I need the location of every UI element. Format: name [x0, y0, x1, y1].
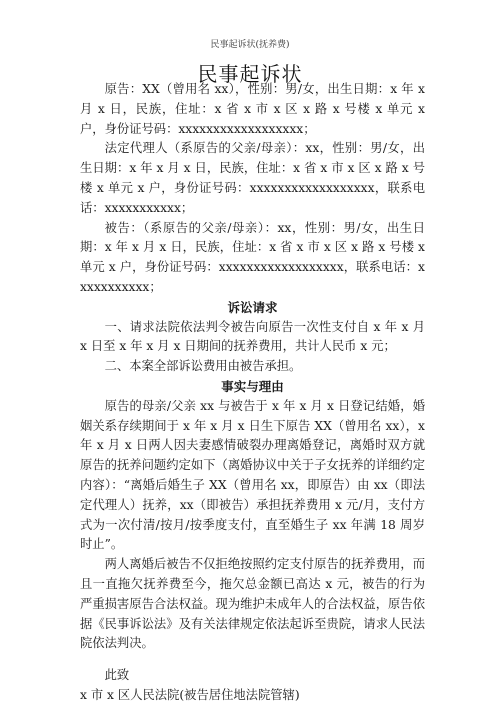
- facts-heading: 事实与理由: [221, 378, 284, 394]
- claims-heading: 诉讼请求: [227, 299, 278, 315]
- legal-agent-paragraph: 法定代理人（系原告的父亲/母亲）：xx，性别：男/女，出生日期：x 年 x 月 x 日，民族，住址：x 省 x 市 x 区 x 路 x 号楼 x 单元 x 户，身份证号码：xxxxxxxxxxxxxxxxxx，联系电话：xxxxxxxxxxx；: [80, 141, 425, 215]
- closing-spacer: [80, 654, 425, 666]
- plaintiff-paragraph: 原告：XX（曾用名 xx），性别：男/女，出生日期：x 年 x 月 x 日，民族，住址：x 省 x 市 x 区 x 路 x 号楼 x 单元 x 户，身份证号码：xxxxxxxxxxxxxxxxxx；: [80, 82, 425, 136]
- claim-item: 一、请求法院依法判令被告向原告一次性支付自 x 年 x 月 x 日至 x 年 x 月 x 日期间的抚养费用，共计人民币 x 元；: [80, 319, 425, 354]
- salutation: 此致: [104, 668, 130, 683]
- running-header: 民事起诉状(抚养费): [210, 40, 290, 50]
- defendant-paragraph: 被告：（系原告的父亲/母亲）：xx，性别：男/女，出生日期：x 年 x 月 x 日，民族，住址：x 省 x 市 x 区 x 路 x 号楼 x 单元 x 户，身份证号码：xxxxxxxxxxxxxxxxxx，联系电话：xxxxxxxxxxx；: [80, 220, 425, 294]
- claim-item: 二、本案全部诉讼费用由被告承担。: [104, 359, 302, 374]
- court-name: x 市 x 区人民法院(被告居住地法院管辖): [80, 687, 300, 702]
- document-body: [80, 80, 425, 706]
- document-title: 民事起诉状: [197, 62, 303, 86]
- facts-paragraph: 两人离婚后被告不仅拒绝按照约定支付原告的抚养费用，而且一直拖欠抚养费至今，拖欠总金额已高达 x 元，被告的行为严重损害原告合法权益。现为维护未成年人的合法权益，原告依据《民事诉讼法》及有关法律规定依法起诉至贵院，请求人民法院依法判决。: [80, 557, 425, 651]
- facts-paragraph: 原告的母亲/父亲 xx 与被告于 x 年 x 月 x 日登记结婚，婚姻关系存续期间于 x 年 x 月 x 日生下原告 XX（曾用名 xx），x 年 x 月 x 日两人因夫妻感情破裂办理离婚登记，离婚时双方就原告的抚养问题约定如下（离婚协议中关于子女抚养的详细约定内容）：“离婚后婚生子 XX（曾用名 xx，即原告）由 xx（即法定代理人）抚养，xx（即被告）承担抚养费用 x 元/月，支付方式为一次付清/按月/按季度支付，直至婚生子 xx 年满 18 周岁时止”。: [80, 398, 425, 552]
